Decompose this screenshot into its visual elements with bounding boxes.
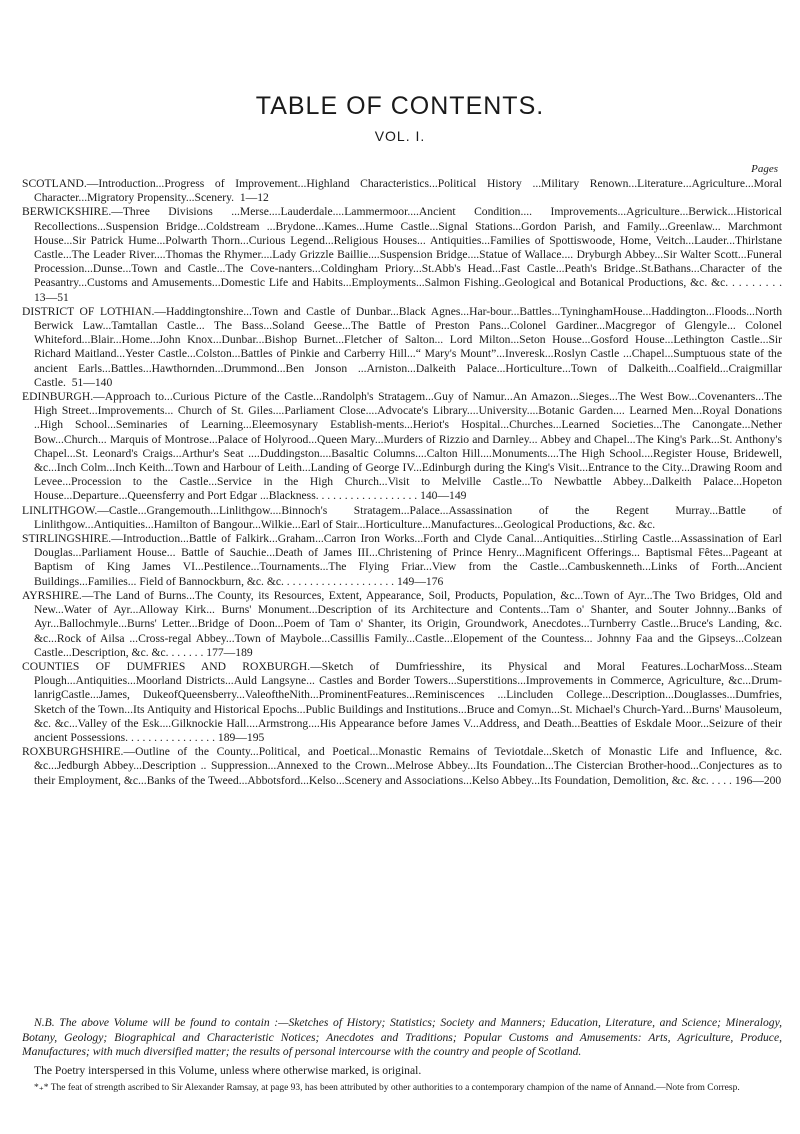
entry-pages: 51—140: [71, 375, 113, 389]
pages-column-label: Pages: [751, 163, 778, 175]
entry-pages: 189—195: [217, 730, 265, 744]
entry-pages: 13—51: [34, 290, 69, 304]
entry-text: —Outline of the County...Political, and Poetical...Monastic Remains of Teviotdale...Sketch of Monastic Life and Influence, &c. &c...Jedburgh Abbey...Description .. Suppression...Annexed to the Crown...Melrose Abbey...Its Foundation...The Cistercian Brother-hood...Conjectures as to their Employment, &c...Banks of the Tweed...Abbotsford...Kelso...Scenery and Associations...Kelso Abbey...Its Foundation, Demolition, &c. &c.: [34, 745, 782, 787]
nb-note: N.B. The above Volume will be found to contain :—Sketches of History; Statistics; Society and Manners; Education, Literature, and Science; Mineralogy, Botany, Geology; Biographical and Characteristic Notices; Anecdotes and Traditions; Popular Customs and Amusements: Arts, Agriculture, Produce, Manufactures; with much diversified matter; the results of personal intercourse with the country and people of Scotland.: [22, 1016, 782, 1058]
contents-entry-dumfries-roxburgh: COUNTIES OF DUMFRIES AND ROXBURGH.—Sketch of Dumfriesshire, its Physical and Moral Features..LocharMoss...Steam Plough...Antiquities...Moorland Districts...Auld Langsyne... Castles and Border Towers...Superstitions...Improvements in Commerce, Agriculture, &c...Drum-lanrigCastle...James, DukeofQueensberry...ValeoftheNith...ProminentFeatures...Reminiscences ...Lincluden College...Description...Douglasses...Dumfries, Sketch of the Town...Its Antiquity and Historical Epochs...Public Buildings and Institutions...Bruce and Comyn...St. Michael's Church-Yard...Burns' Mausoleum, &c. &c...Valley of the Esk....Gilknockie Hall....Armstrong....His Appearance before James V...Address, and Death...Beatties of Eskdale Moor...Seizure of their ancient Possessions. . . . . . . . . . . . . . . . 189—195: [22, 659, 782, 744]
entry-text: —Castle...Grangemouth...Linlithgow....Binnoch's Stratagem...Palace...Assassination of the Regent Murray...Battle of Linlithgow...Antiquities...Hamilton of Bangour...Wilkie...Earl of Stair...Horticulture...Manufactures...Geological Productions, &c. &c.: [34, 503, 782, 531]
entry-heading: COUNTIES OF DUMFRIES AND ROXBURGH.: [22, 659, 311, 673]
entry-pages: 140—149: [420, 489, 467, 503]
entry-text: —Approach to...Curious Picture of the Castle...Randolph's Stratagem...Guy of Namur...An Amazon...Sieges...The West Bow...Covenanters...The High Street...Improvements... Church of St. Giles....Parliament Close....Advocate's Library....University....Botanic Garden.... Learned Men...Royal Donations ..High School...Seminaries of Learning...Eleemosynary Establish-ments...Heriot's Hospital...Churches...Learned Societies...The Canongate...Nether Bow...Church... Marquis of Montrose...Palace of Holyrood...Queen Mary...Murders of Rizzio and Darnley... Abbey and Chapel...The King's Park...St. Anthony's Chapel...St. Leonard's Craigs...Arthur's Seat ....Duddingston....Basaltic Columns....Calton Hill....Monuments....The High School....Register House, Bridewell, &c...Inch Colm...Inch Keith...Town and Harbour of Leith...Landing of George IV...Edinburgh during the King's Visit...Entrance to the City...Drawing Room and Levee...Procession to the Castle...Service in the High Church...Visit to Melville Castle...To Newbattle Abbey...Dalkeith Palace...Hopeton House...Departure...Queensferry and Port Edgar ...Blackness.: [34, 390, 782, 503]
page-title: TABLE OF CONTENTS.: [255, 92, 545, 120]
poetry-note: The Poetry interspersed in this Volume, unless where otherwise marked, is original.: [34, 1063, 422, 1077]
contents-entry-berwickshire: BERWICKSHIRE.—Three Divisions ...Merse....Lauderdale....Lammermoor....Ancient Condition.... Improvements...Agriculture...Berwick...Historical Recollections...Suspension Bridge...Coldstream ...Brydone...Kames...Hume Castle...Signal Stations...Gordon Parish, and Family...Greenlaw... Marchmont House...Sir Patrick Hume...Polwarth Thorn...Curious Legend...Religious Houses... Antiquities...Families of Spottiswoode, Home, Veitch...Lauder...Thirlstane Castle...The Leader River....Thomas the Rhymer....Lady Grizzle Baillie....Suspension Bridge....Statue of Wallace.... Dryburgh Abbey...Sir Walter Scott...Funeral Procession...Dunse...Town and Castle...The Cove-nanters...Coldingham Priory...St.Abb's Head...Fast Castle...Peath's Bridge..St.Bathans...Character of the Peasantry...Customs and Amusements...Domestic Life and Habits...Employments...Salmon Fishing..Geological and Botanical Productions, &c. &c. . . . . . . . . 13—51: [22, 205, 783, 304]
entry-text: —Introduction...Progress of Improvement...Highland Characteristics...Political History ...Military Renown...Literature...Agriculture...Moral Character...Migratory Propensity...Scenery.: [34, 177, 782, 205]
entry-heading: ROXBURGHSHIRE.: [22, 745, 124, 759]
contents-entry-linlithgow: [22, 504, 782, 532]
entry-text: —Introduction...Battle of Falkirk...Graham...Carron Iron Works...Forth and Clyde Canal...Antiquities...Stirling Castle...Assassination of Earl Douglas...Parliament House... Battle of Sauchie...Death of James III...Christening of Prince Henry...Magnificent Offerings... Baptismal Fêtes...Pageant at Baptism of King James VI...Pestilence...Tournaments...The Flying Friar...View from the Castle...Cambuskenneth...Links of Forth...Ancient Buildings...Families... Field of Bannockburn, &c. &c.: [34, 532, 782, 588]
entry-text: —The Land of Burns...The County, its Resources, Extent, Appearance, Soil, Products, Population, &c...Town of Ayr...The Two Bridges, Old and New...Water of Ayr...Alloway Kirk... Burns' Monument...Description of its Architecture and Contents...Tam o' Shanter, and Souter Johnny...Banks of Ayr...Ballochmyle...Burns' Letter...Bridge of Doon...Poem of Tam o' Shanter, its Origin, Groundwork, Anecdotes...Turnberry Castle...Bruce's Landing, &c. &c...Rock of Ailsa ...Cross-regal Abbey...Town of Maybole...Cassillis Family...Castle...Elopement of the Countess... Johnny Faa and the Gipseys...Colzean Castle...Description, &c. &c.: [34, 588, 782, 659]
entry-pages: 149—176: [396, 574, 444, 588]
entry-heading: AYRSHIRE.: [22, 588, 82, 602]
notes-section: [22, 1016, 782, 1094]
entry-heading: DISTRICT OF LOTHIAN.: [22, 304, 155, 318]
contents-entry-lothian: [22, 305, 782, 390]
contents-list: [22, 177, 782, 788]
volume-label: VOL. I.: [374, 128, 426, 144]
entry-pages: 196—200: [734, 773, 782, 787]
contents-entry-stirlingshire: STIRLINGSHIRE.—Introduction...Battle of Falkirk...Graham...Carron Iron Works...Forth and Clyde Canal...Antiquities...Stirling Castle...Assassination of Earl Douglas...Parliament House... Battle of Sauchie...Death of James III...Christening of Prince Henry...Magnificent Offerings... Baptismal Fêtes...Pageant at Baptism of King James VI...Pestilence...Tournaments...The Flying Friar...View from the Castle...Cambuskenneth...Links of Forth...Ancient Buildings...Families... Field of Bannockburn, &c. &c. . . . . . . . . . . . . . . . . . . . 149—176: [22, 532, 782, 588]
entry-heading: BERWICKSHIRE.: [22, 205, 112, 219]
entry-pages: 1—12: [239, 191, 269, 205]
contents-entry-edinburgh: EDINBURGH.—Approach to...Curious Picture of the Castle...Randolph's Stratagem...Guy of Namur...An Amazon...Sieges...The West Bow...Covenanters...The High Street...Improvements... Church of St. Giles....Parliament Close....Advocate's Library....University....Botanic Garden.... Learned Men...Royal Donations ..High School...Seminaries of Learning...Eleemosynary Establish-ments...Heriot's Hospital...Churches...Learned Societies...The Canongate...Nether Bow...Church... Marquis of Montrose...Palace of Holyrood...Queen Mary...Murders of Rizzio and Darnley... Abbey and Chapel...The King's Park...St. Anthony's Chapel...St. Leonard's Craigs...Arthur's Seat ....Duddingston....Basaltic Columns....Calton Hill....Monuments....The High School....Register House, Bridewell, &c...Inch Colm...Inch Keith...Town and Harbour of Leith...Landing of George IV...Edinburgh during the King's Visit...Entrance to the City...Drawing Room and Levee...Procession to the Castle...Service in the High Church...Visit to Melville Castle...To Newbattle Abbey...Dalkeith Palace...Hopeton House...Departure...Queensferry and Port Edgar ...Blackness. . . . . . . . . . . . . . . . . . 140—149: [22, 390, 782, 503]
entry-heading: SCOTLAND.: [22, 177, 87, 190]
contents-entry-roxburghshire: ROXBURGHSHIRE.—Outline of the County...Political, and Poetical...Monastic Remains of Teviotdale...Sketch of Monastic Life and Influence, &c. &c...Jedburgh Abbey...Description .. Suppression...Annexed to the Crown...Melrose Abbey...Its Foundation...The Cistercian Brother-hood...Conjectures as to their Employment, &c...Banks of the Tweed...Abbotsford...Kelso...Scenery and Associations...Kelso Abbey...Its Foundation, Demolition, &c. &c. . . . . 196—200: [22, 745, 782, 787]
entry-text: —Sketch of Dumfriesshire, its Physical and Moral Features..LocharMoss...Steam Plough...Antiquities...Moorland Districts...Auld Langsyne... Castles and Border Towers...Superstitions...Improvements in Commerce, Agriculture, &c...Drum-lanrigCastle...James, DukeofQueensberry...ValeoftheNith...ProminentFeatures...Reminiscences ...Lincluden College...Description...Douglasses...Dumfries, Sketch of the Town...Its Antiquity and Historical Epochs...Public Buildings and Institutions...Bruce and Comyn...St. Michael's Church-Yard...Burns' Mausoleum, &c. &c...Valley of the Esk....Gilknockie Hall....Armstrong....His Appearance before James V...Address, and Death...Beatties of Eskdale Moor...Seizure of their ancient Possessions.: [34, 659, 782, 744]
entry-pages: 177—189: [206, 645, 253, 659]
footnote: *₊* The feat of strength ascribed to Sir Alexander Ramsay, at page 93, has been attributed by other authorities to a contemporary champion of the name of Annand.—Note from Corresp.: [34, 1083, 740, 1093]
entry-heading: EDINBURGH.: [22, 390, 94, 404]
entry-text: —Haddingtonshire...Town and Castle of Dunbar...Black Agnes...Har-bour...Battles...TyninghamHouse...Haddington...Floods...North Berwick Law...Tamtallan Castle... The Bass...Soland Geese...The Battle of Preston Pans...Colonel Gardiner...Macgregor of Glengyle... Colonel Whiteford...Blair...Home...John Knox...Dunbar...Bishop Burnet...Fletcher of Salton... Lord Milton...Seton House...Gosford House...Lethington Castle...Sir Richard Maitland...Yester Castle...Colston...Battles of Pinkie and Carberry Hill...“ Mary's Mount”...Inveresk...Roslyn Castle ...Chapel...Sumptuous state of the ancient Earls...Battles...Hawthornden...Drummond...Ben Jonson ...Arniston...Dalkeith Palace...Horticulture...Town of Dalkeith...Coalfield...Craigmillar Castle.: [34, 304, 782, 389]
entry-heading: STIRLINGSHIRE.: [22, 532, 112, 546]
entry-text: —Three Divisions ...Merse....Lauderdale....Lammermoor....Ancient Condition.... Improvements...Agriculture...Berwick...Historical Recollections...Suspension Bridge...Coldstream ...Brydone...Kames...Hume Castle...Signal Stations...Gordon Parish, and Family...Greenlaw... Marchmont House...Sir Patrick Hume...Polwarth Thorn...Curious Legend...Religious Houses... Antiquities...Families of Spottiswoode, Home, Veitch...Lauder...Thirlstane Castle...The Leader River....Thomas the Rhymer....Lady Grizzle Baillie....Suspension Bridge....Statue of Wallace.... Dryburgh Abbey...Sir Walter Scott...Funeral Procession...Dunse...Town and Castle...The Cove-nanters...Coldingham Priory...St.Abb's Head...Fast Castle...Peath's Bridge..St.Bathans...Character of the Peasantry...Customs and Amusements...Domestic Life and Habits...Employments...Salmon Fishing..Geological and Botanical Productions, &c. &c.: [34, 205, 782, 290]
entry-heading: LINLITHGOW.: [22, 503, 98, 517]
contents-entry-scotland: [22, 177, 782, 205]
contents-entry-ayrshire: AYRSHIRE.—The Land of Burns...The County, its Resources, Extent, Appearance, Soil, Products, Population, &c...Town of Ayr...The Two Bridges, Old and New...Water of Ayr...Alloway Kirk... Burns' Monument...Description of its Architecture and Contents...Tam o' Shanter, and Souter Johnny...Banks of Ayr...Ballochmyle...Burns' Letter...Bridge of Doon...Poem of Tam o' Shanter, its Origin, Groundwork, Anecdotes...Turnberry Castle...Bruce's Landing, &c. &c...Rock of Ailsa ...Cross-regal Abbey...Town of Maybole...Cassillis Family...Castle...Elopement of the Countess... Johnny Faa and the Gipseys...Colzean Castle...Description, &c. &c. . . . . . . 177—189: [22, 588, 782, 659]
